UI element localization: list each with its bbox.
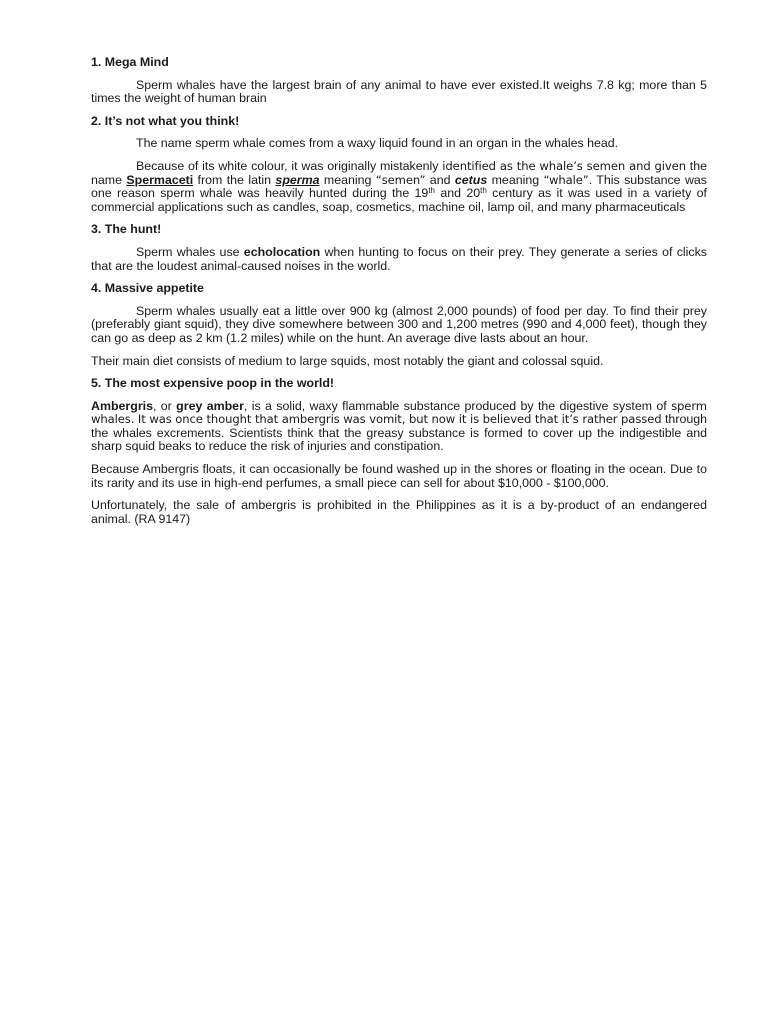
paragraph-ambergris-law: Unfortunately, the sale of ambergris is prohibited in the Philippines as it is a by-product of an endangered animal. (RA 9147) — [91, 498, 707, 526]
text-run: Sperm whales use — [136, 244, 244, 259]
term-sperma: sperma — [275, 172, 320, 187]
text-run: through the whales excrements. Scientists think that the greasy substance is formed to cover up the indigestible and sharp squid beaks to reduce the risk of injuries and constipation. — [91, 412, 708, 454]
text-run: the name — [91, 158, 707, 187]
term-ambergris: Ambergris — [91, 398, 153, 413]
text-run: meaning — [487, 172, 544, 187]
text-run: , is a solid, waxy flammable substance produced by the digestive system of — [243, 398, 672, 413]
section-heading-expensive-poop: 5. The most expensive poop in the world! — [91, 376, 335, 391]
paragraph-echolocation — [91, 246, 707, 273]
paragraph-ambergris — [91, 400, 707, 454]
text-run: Because of its white colour, it was originally mistakenly — [136, 158, 443, 173]
section-heading-not-what-you-think: 2. It’s not what you think! — [91, 113, 240, 128]
text-run: when hunting to focus on their prey. They generate a series of clicks that are the loudest animal-caused noises in the world. — [91, 244, 707, 273]
text-run: and — [425, 172, 455, 187]
paragraph-ambergris-value: Because Ambergris floats, it can occasionally be found washed up in the shores or floating in the ocean. Due to its rarity and its use in high-end perfumes, a small piece can sell for about $10,000 - $100,000. — [91, 462, 707, 490]
term-grey-amber: grey amber — [176, 398, 244, 413]
text-run: from the latin — [193, 172, 276, 187]
superscript: th — [428, 186, 435, 196]
text-run: meaning — [319, 172, 376, 187]
text-run: , or — [152, 398, 177, 413]
paragraph-spermaceti — [91, 160, 707, 214]
text-run: sperm whales. It was once thought that ambergris was vomit, but now it is believed that it’s rather passed — [91, 398, 707, 427]
section-heading-the-hunt: 3. The hunt! — [91, 222, 162, 237]
document-page — [91, 56, 707, 535]
term-cetus: cetus — [454, 172, 488, 187]
term-echolocation: echolocation — [243, 244, 321, 259]
section-heading-massive-appetite: 4. Massive appetite — [91, 281, 204, 296]
term-spermaceti: Spermaceti — [126, 172, 194, 187]
paragraph-name-origin: The name sperm whale comes from a waxy liquid found in an organ in the whales head. — [136, 136, 619, 151]
text-run: identified as the whale’s semen and given — [442, 158, 686, 173]
text-run: “semen” — [375, 172, 426, 187]
text-run: century as it was used in a variety of commercial applications such as candles, soap, cosmetics, machine oil, lamp oil, and many pharmaceuticals — [91, 186, 707, 214]
superscript: th — [480, 186, 487, 196]
paragraph-diet-amount: Sperm whales usually eat a little over 900 kg (almost 2,000 pounds) of food per day. To find their prey (preferably giant squid), they dive somewhere between 300 and 1,200 metres (990 and 4,000 feet), though they can go as deep as 2 km (1.2 miles) while on the hunt. An average dive lasts about an hour. — [91, 303, 707, 345]
text-run: “whale” — [543, 172, 589, 187]
text-run: and 20 — [435, 186, 481, 201]
paragraph-main-diet: Their main diet consists of medium to large squids, most notably the giant and colossal squid. — [91, 353, 604, 368]
text-run: . This substance was one reason sperm whale was heavily hunted during the 19 — [91, 172, 707, 201]
section-heading-mega-mind: 1. Mega Mind — [91, 55, 169, 69]
paragraph-brain-size: Sperm whales have the largest brain of any animal to have ever existed.It weighs 7.8 kg; more than 5 times the weight of human brain — [91, 77, 707, 106]
